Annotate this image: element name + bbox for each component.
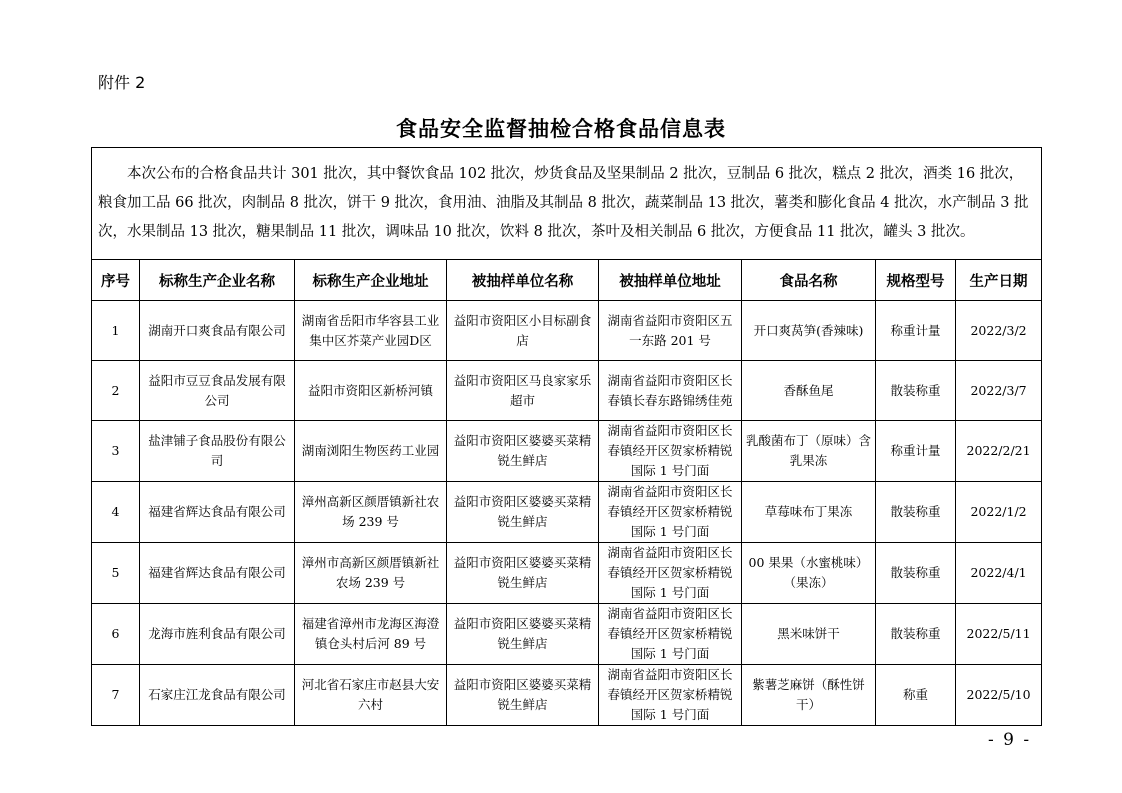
table-row (92, 361, 1042, 421)
cell-producer-name: 盐津铺子食品股份有限公司 (140, 421, 295, 482)
table-row (92, 482, 1042, 543)
cell-sampled-unit-name: 益阳市资阳区小目标副食店 (447, 301, 599, 361)
table-row (92, 665, 1042, 726)
summary-row (92, 148, 1042, 260)
food-info-table (91, 147, 1042, 726)
page-number: - 9 - (988, 730, 1032, 750)
table-row (92, 604, 1042, 665)
header-sampled-unit-address: 被抽样单位地址 (599, 260, 742, 301)
cell-production-date: 2022/2/21 (956, 421, 1042, 482)
cell-index: 4 (92, 482, 140, 543)
table-row (92, 543, 1042, 604)
cell-producer-address: 福建省漳州市龙海区海澄镇仓头村后河 89 号 (295, 604, 447, 665)
cell-producer-name: 石家庄江龙食品有限公司 (140, 665, 295, 726)
header-sampled-unit-name: 被抽样单位名称 (447, 260, 599, 301)
cell-food-name: 乳酸菌布丁（原味）含乳果冻 (742, 421, 876, 482)
cell-production-date: 2022/3/7 (956, 361, 1042, 421)
cell-index: 7 (92, 665, 140, 726)
cell-sampled-unit-address: 湖南省益阳市资阳区五一东路 201 号 (599, 301, 742, 361)
cell-food-name: 开口爽莴笋(香辣味) (742, 301, 876, 361)
cell-spec: 称重计量 (876, 301, 956, 361)
cell-production-date: 2022/5/10 (956, 665, 1042, 726)
cell-sampled-unit-address: 湖南省益阳市资阳区长春镇经开区贺家桥精锐国际 1 号门面 (599, 665, 742, 726)
cell-sampled-unit-name: 益阳市资阳区马良家家乐超市 (447, 361, 599, 421)
table-row (92, 421, 1042, 482)
cell-producer-address: 漳州市高新区颜厝镇新社农场 239 号 (295, 543, 447, 604)
cell-spec: 散装称重 (876, 604, 956, 665)
summary-text: 本次公布的合格食品共计 301 批次，其中餐饮食品 102 批次，炒货食品及坚果制品 2 批次，豆制品 6 批次，糕点 2 批次，酒类 16 批次，粮食加工品 66 批次，肉制品 8 批次，饼干 9 批次，食用油、油脂及其制品 8 批次，蔬菜制品 13 批次，薯类和膨化食品 4 批次，水产制品 3 批次，水果制品 13 批次，糖果制品 11 批次，调味品 10 批次，饮料 8 批次，茶叶及相关制品 6 批次，方便食品 11 批次，罐头 3 批次。 (98, 166, 1029, 240)
attachment-label: 附件 2 (98, 73, 146, 92)
cell-spec: 散装称重 (876, 361, 956, 421)
cell-food-name: 草莓味布丁果冻 (742, 482, 876, 543)
cell-producer-address: 漳州高新区颜厝镇新社农场 239 号 (295, 482, 447, 543)
cell-sampled-unit-address: 湖南省益阳市资阳区长春镇经开区贺家桥精锐国际 1 号门面 (599, 543, 742, 604)
cell-sampled-unit-address: 湖南省益阳市资阳区长春镇长春东路锦绣佳苑 (599, 361, 742, 421)
cell-sampled-unit-address: 湖南省益阳市资阳区长春镇经开区贺家桥精锐国际 1 号门面 (599, 421, 742, 482)
cell-index: 2 (92, 361, 140, 421)
cell-index: 6 (92, 604, 140, 665)
page-title: 食品安全监督抽检合格食品信息表 (396, 117, 726, 141)
header-production-date: 生产日期 (956, 260, 1042, 301)
cell-spec: 称重计量 (876, 421, 956, 482)
cell-producer-address: 湖南省岳阳市华容县工业集中区芥菜产业园D区 (295, 301, 447, 361)
cell-spec: 称重 (876, 665, 956, 726)
cell-production-date: 2022/3/2 (956, 301, 1042, 361)
cell-index: 3 (92, 421, 140, 482)
cell-food-name: 香酥鱼尾 (742, 361, 876, 421)
summary-cell (92, 148, 1042, 260)
cell-food-name: 紫薯芝麻饼（酥性饼干） (742, 665, 876, 726)
cell-sampled-unit-name: 益阳市资阳区婆婆买菜精锐生鲜店 (447, 665, 599, 726)
cell-sampled-unit-name: 益阳市资阳区婆婆买菜精锐生鲜店 (447, 421, 599, 482)
cell-food-name: 00 果果（水蜜桃味）（果冻） (742, 543, 876, 604)
header-food-name: 食品名称 (742, 260, 876, 301)
cell-producer-name: 益阳市豆豆食品发展有限公司 (140, 361, 295, 421)
cell-production-date: 2022/5/11 (956, 604, 1042, 665)
cell-sampled-unit-name: 益阳市资阳区婆婆买菜精锐生鲜店 (447, 482, 599, 543)
cell-index: 1 (92, 301, 140, 361)
cell-sampled-unit-address: 湖南省益阳市资阳区长春镇经开区贺家桥精锐国际 1 号门面 (599, 482, 742, 543)
cell-producer-address: 河北省石家庄市赵县大安六村 (295, 665, 447, 726)
cell-producer-name: 龙海市旌利食品有限公司 (140, 604, 295, 665)
header-row (92, 260, 1042, 301)
cell-producer-address: 湖南浏阳生物医药工业园 (295, 421, 447, 482)
cell-spec: 散装称重 (876, 482, 956, 543)
header-producer-address: 标称生产企业地址 (295, 260, 447, 301)
cell-producer-address: 益阳市资阳区新桥河镇 (295, 361, 447, 421)
cell-spec: 散装称重 (876, 543, 956, 604)
cell-sampled-unit-name: 益阳市资阳区婆婆买菜精锐生鲜店 (447, 604, 599, 665)
header-index: 序号 (92, 260, 140, 301)
cell-producer-name: 福建省辉达食品有限公司 (140, 482, 295, 543)
cell-index: 5 (92, 543, 140, 604)
cell-sampled-unit-name: 益阳市资阳区婆婆买菜精锐生鲜店 (447, 543, 599, 604)
cell-sampled-unit-address: 湖南省益阳市资阳区长春镇经开区贺家桥精锐国际 1 号门面 (599, 604, 742, 665)
header-spec: 规格型号 (876, 260, 956, 301)
header-producer-name: 标称生产企业名称 (140, 260, 295, 301)
table-row (92, 301, 1042, 361)
cell-food-name: 黑米味饼干 (742, 604, 876, 665)
cell-production-date: 2022/1/2 (956, 482, 1042, 543)
cell-producer-name: 湖南开口爽食品有限公司 (140, 301, 295, 361)
cell-producer-name: 福建省辉达食品有限公司 (140, 543, 295, 604)
cell-production-date: 2022/4/1 (956, 543, 1042, 604)
